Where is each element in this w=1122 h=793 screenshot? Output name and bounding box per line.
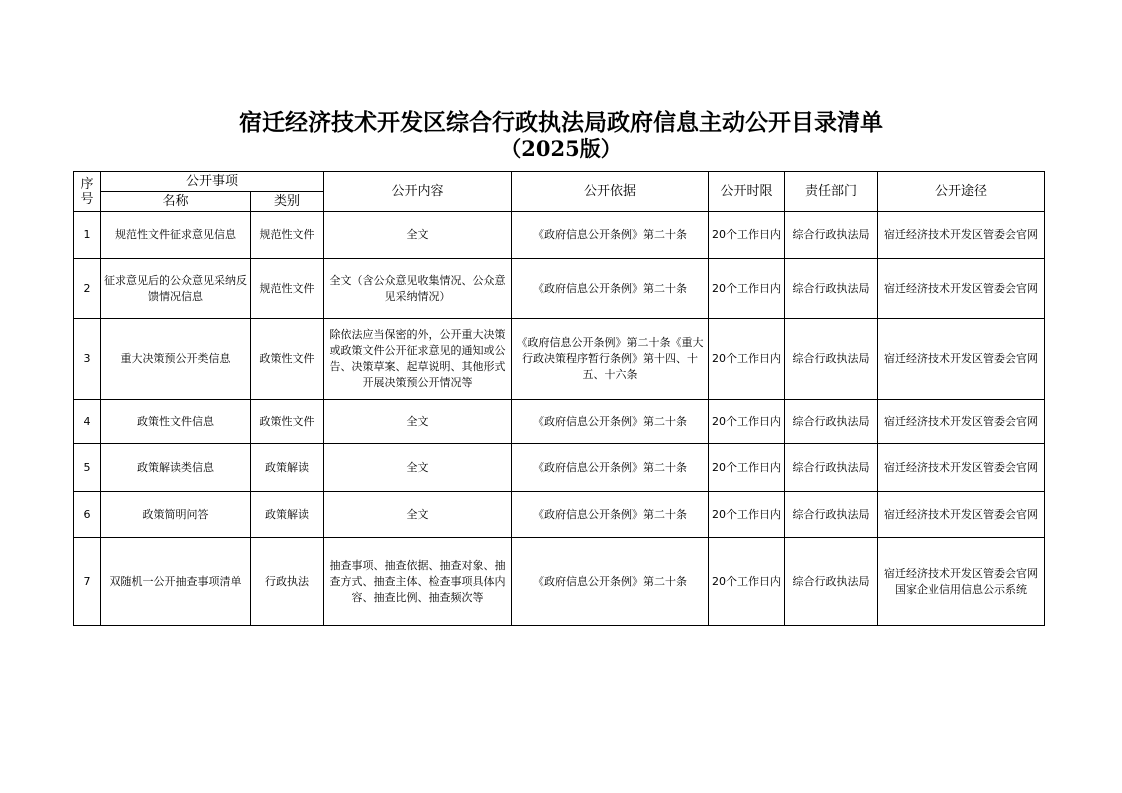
cell-time-limit: 20个工作日内 [709,212,785,259]
cell-content: 全文 [324,400,512,444]
cell-time-limit: 20个工作日内 [709,492,785,538]
disclosure-catalog-table [73,171,1045,626]
table-row [74,259,1045,319]
cell-channel: 宿迁经济技术开发区管委会官网 [878,444,1045,492]
document-subtitle: （2025版） [500,136,622,161]
cell-name: 政策解读类信息 [101,444,251,492]
cell-index: 4 [74,400,101,444]
cell-content: 抽查事项、抽查依据、抽查对象、抽查方式、抽查主体、检查事项具体内容、抽查比例、抽查频次等 [324,538,512,626]
header-time-limit: 公开时限 [709,172,785,212]
cell-time-limit: 20个工作日内 [709,259,785,319]
table-row [74,538,1045,626]
table-body [74,212,1045,626]
cell-department: 综合行政执法局 [785,492,878,538]
table-row [74,319,1045,400]
cell-time-limit: 20个工作日内 [709,538,785,626]
table-row [74,212,1045,259]
document-title: 宿迁经济技术开发区综合行政执法局政府信息主动公开目录清单 [239,109,883,136]
cell-index: 6 [74,492,101,538]
cell-name: 政策性文件信息 [101,400,251,444]
cell-name: 政策简明问答 [101,492,251,538]
cell-index: 5 [74,444,101,492]
cell-name: 规范性文件征求意见信息 [101,212,251,259]
header-item-group: 公开事项 [101,172,324,192]
cell-channel: 宿迁经济技术开发区管委会官网 [878,400,1045,444]
table-row [74,400,1045,444]
cell-basis: 《政府信息公开条例》第二十条 [512,400,709,444]
cell-channel: 宿迁经济技术开发区管委会官网 [878,492,1045,538]
cell-content: 全文（含公众意见收集情况、公众意见采纳情况） [324,259,512,319]
cell-basis: 《政府信息公开条例》第二十条 [512,259,709,319]
header-basis: 公开依据 [512,172,709,212]
cell-department: 综合行政执法局 [785,400,878,444]
cell-index: 1 [74,212,101,259]
cell-name: 双随机一公开抽查事项清单 [101,538,251,626]
header-channel: 公开途径 [878,172,1045,212]
cell-department: 综合行政执法局 [785,259,878,319]
cell-department: 综合行政执法局 [785,538,878,626]
cell-content: 除依法应当保密的外，公开重大决策或政策文件公开征求意见的通知或公告、决策草案、起草说明、其他形式开展决策预公开情况等 [324,319,512,400]
cell-name: 重大决策预公开类信息 [101,319,251,400]
cell-basis: 《政府信息公开条例》第二十条《重大行政决策程序暂行条例》第十四、十五、十六条 [512,319,709,400]
cell-basis: 《政府信息公开条例》第二十条 [512,212,709,259]
cell-category: 规范性文件 [251,259,324,319]
cell-time-limit: 20个工作日内 [709,319,785,400]
cell-basis: 《政府信息公开条例》第二十条 [512,492,709,538]
cell-time-limit: 20个工作日内 [709,444,785,492]
header-category: 类别 [251,192,324,212]
cell-department: 综合行政执法局 [785,212,878,259]
header-department: 责任部门 [785,172,878,212]
cell-category: 规范性文件 [251,212,324,259]
cell-category: 政策性文件 [251,400,324,444]
table-row [74,492,1045,538]
table-row [74,444,1045,492]
cell-index: 2 [74,259,101,319]
header-content: 公开内容 [324,172,512,212]
cell-category: 政策性文件 [251,319,324,400]
cell-department: 综合行政执法局 [785,319,878,400]
cell-channel: 宿迁经济技术开发区管委会官网 国家企业信用信息公示系统 [878,538,1045,626]
cell-content: 全文 [324,212,512,259]
cell-channel: 宿迁经济技术开发区管委会官网 [878,259,1045,319]
cell-basis: 《政府信息公开条例》第二十条 [512,538,709,626]
header-index: 序号 [74,172,101,212]
cell-category: 政策解读 [251,444,324,492]
cell-category: 行政执法 [251,538,324,626]
cell-index: 3 [74,319,101,400]
cell-content: 全文 [324,444,512,492]
header-name: 名称 [101,192,251,212]
cell-channel: 宿迁经济技术开发区管委会官网 [878,212,1045,259]
cell-channel: 宿迁经济技术开发区管委会官网 [878,319,1045,400]
cell-content: 全文 [324,492,512,538]
cell-index: 7 [74,538,101,626]
cell-category: 政策解读 [251,492,324,538]
cell-time-limit: 20个工作日内 [709,400,785,444]
cell-department: 综合行政执法局 [785,444,878,492]
cell-name: 征求意见后的公众意见采纳反馈情况信息 [101,259,251,319]
cell-basis: 《政府信息公开条例》第二十条 [512,444,709,492]
